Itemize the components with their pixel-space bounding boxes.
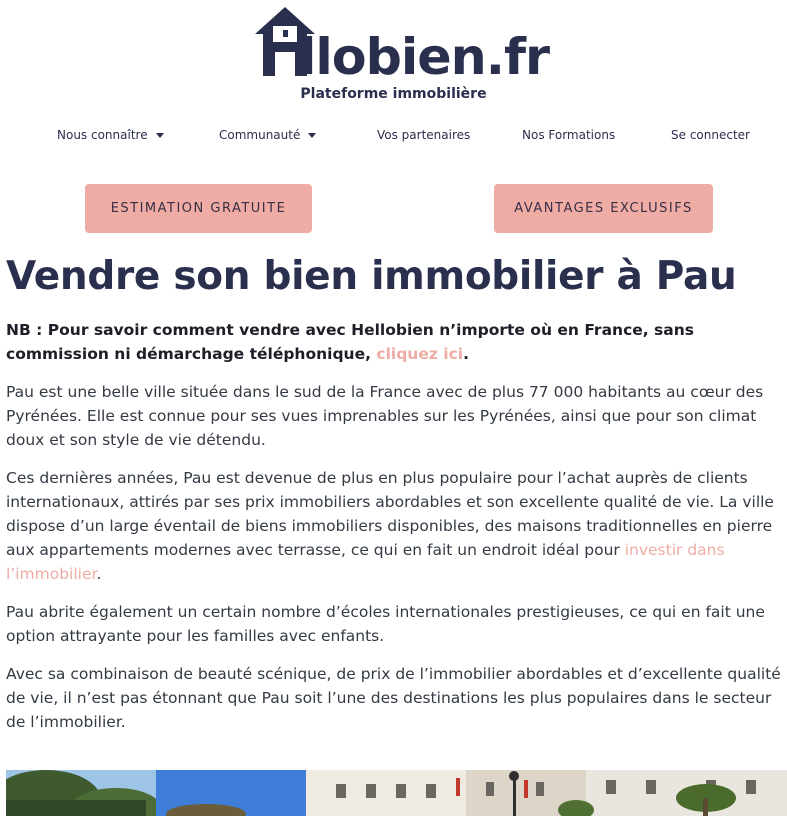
nav-item-se-connecter[interactable]: [671, 128, 750, 142]
paragraph-2: [6, 466, 787, 586]
article-body: [6, 318, 787, 748]
investir-link[interactable]: investir dans l’immobilier: [6, 541, 725, 583]
logo-text: [553, 4, 554, 5]
nav-label: Vos partenaires: [377, 128, 471, 142]
nav-item-vos-partenaires[interactable]: [377, 128, 470, 142]
caret-down-icon: [308, 133, 316, 138]
main-nav: [0, 128, 787, 144]
city-photo: [6, 770, 787, 816]
svg-text:llobien.fr: llobien.fr: [299, 28, 551, 80]
paragraph-1: Pau est une belle ville située dans le sud de la France avec de plus 77 000 habitants au cœur des Pyrénées. Elle est connue pour ses vues imprenables sur les Pyrénées, ainsi que pour son climat doux et son style de vie détendu.: [6, 383, 764, 449]
avantages-exclusifs-button[interactable]: AVANTAGES EXCLUSIFS: [494, 184, 713, 233]
city-photo-icon: [6, 770, 787, 816]
caret-down-icon: [156, 133, 164, 138]
paragraph-3: Pau abrite également un certain nombre d’écoles internationales prestigieuses, ce qui en fait une option attrayante pour les familles avec enfants.: [6, 603, 765, 645]
site-logo[interactable]: [0, 4, 787, 80]
tagline: Plateforme immobilière: [300, 86, 487, 102]
nav-label: Nos Formations: [522, 128, 616, 142]
nb-end: .: [463, 345, 469, 363]
paragraph-4: Avec sa combinaison de beauté scénique, de prix de l’immobilier abordables et d’excellente qualité de vie, il n’est pas étonnant que Pau soit l’une des destinations les plus populaires dans le secteur de l’immobilier.: [6, 665, 781, 731]
p2-end: .: [96, 565, 102, 583]
nav-item-nous-connaitre[interactable]: [57, 128, 164, 142]
cliquez-ici-link[interactable]: cliquez ici: [376, 345, 464, 363]
nav-item-nos-formations[interactable]: [522, 128, 615, 142]
nb-paragraph: [6, 318, 787, 366]
nav-label: Se connecter: [671, 128, 750, 142]
page-title: Vendre son bien immobilier à Pau: [6, 254, 737, 299]
nb-text: NB : Pour savoir comment vendre avec Hellobien n’importe où en France, sans commission ni démarchage téléphonique,: [6, 321, 694, 363]
p2-text: Ces dernières années, Pau est devenue de plus en plus populaire pour l’achat auprès de clients internationaux, attirés par ses prix immobiliers abordables et son excellente qualité de vie. La ville dispose d’un large éventail de biens immobiliers disponibles, des maisons traditionnelles en pierre aux appartements modernes avec terrasse, ce qui en fait un endroit idéal pour: [6, 469, 774, 559]
nav-label: Communauté: [219, 128, 301, 142]
house-logo-icon: [253, 4, 553, 80]
nav-label: Nous connaître: [57, 128, 148, 142]
estimation-gratuite-button[interactable]: ESTIMATION GRATUITE: [85, 184, 312, 233]
nav-item-communaute[interactable]: [219, 128, 316, 142]
